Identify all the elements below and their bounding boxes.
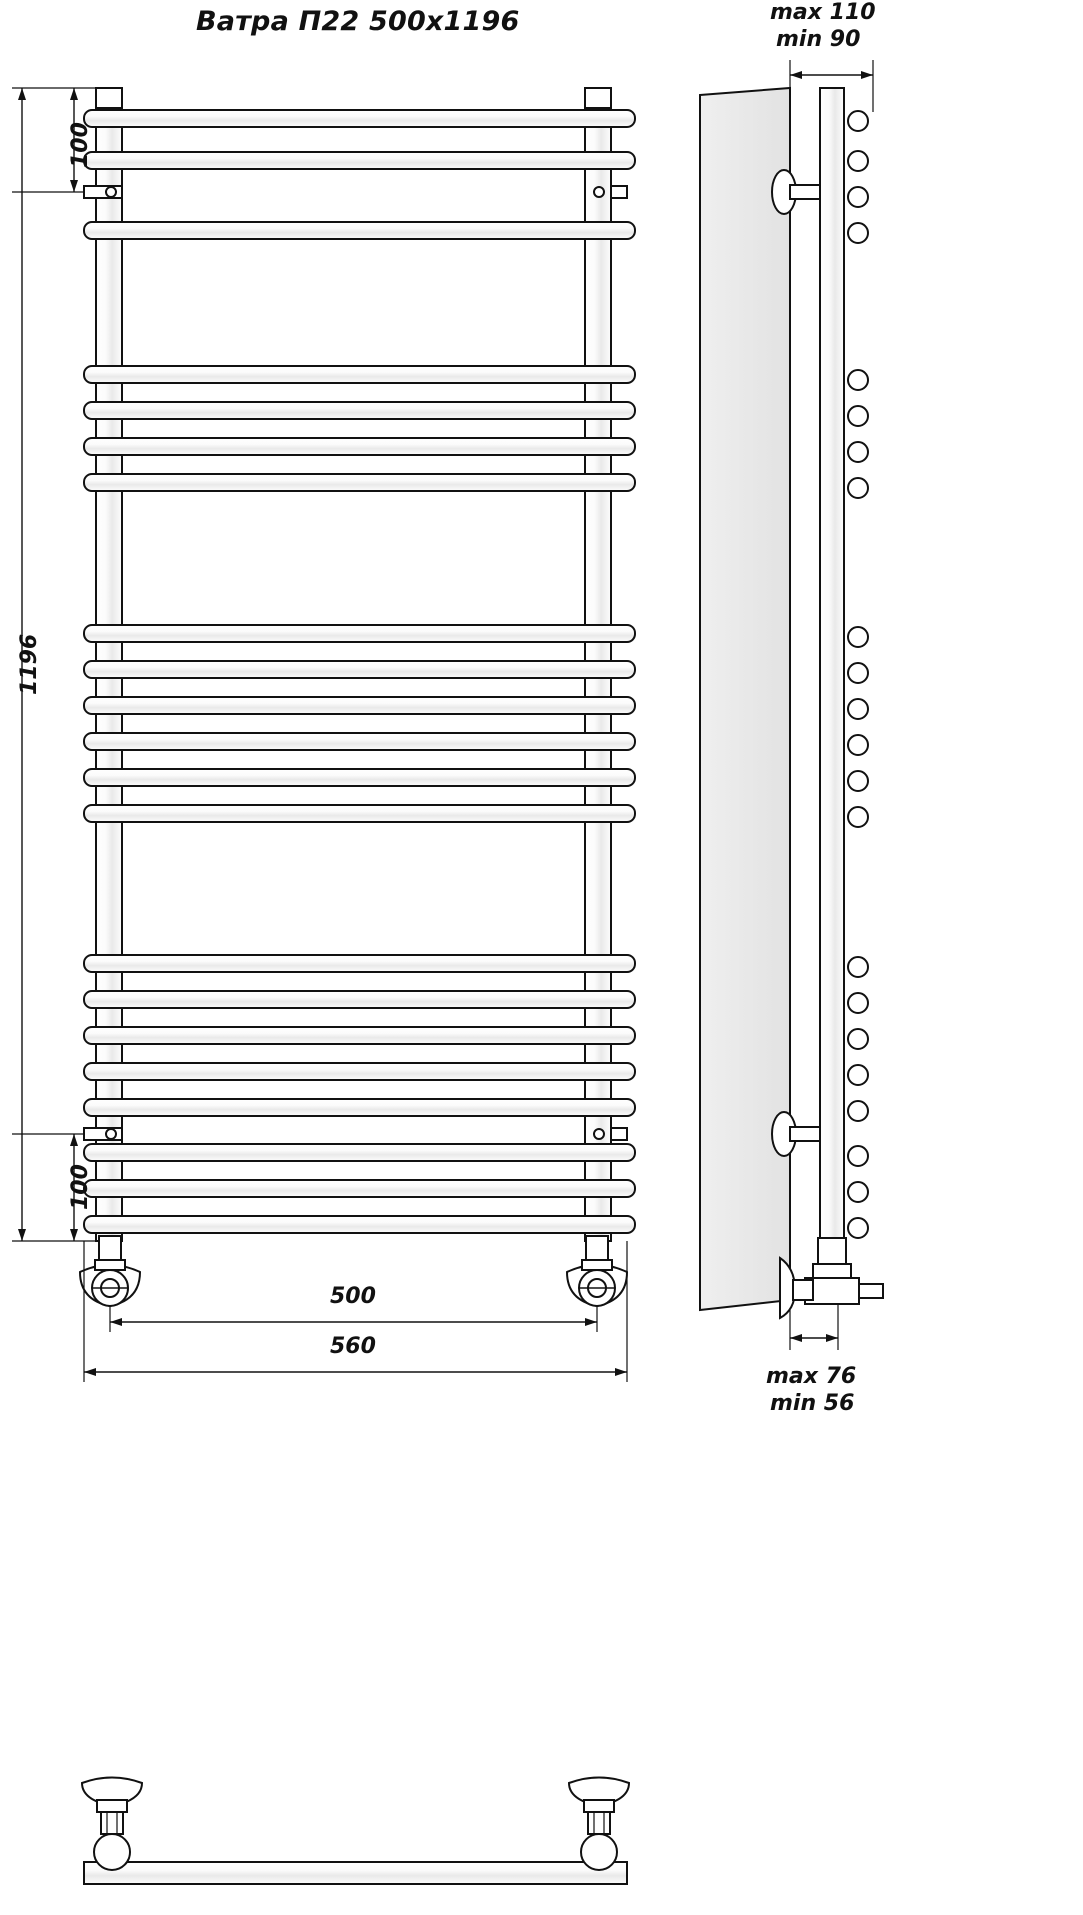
dim-foot-depth xyxy=(790,1304,838,1350)
dim-label-foot-depth-max: max 76 xyxy=(766,1364,857,1389)
front-elevation-view xyxy=(12,88,635,1382)
dim-label-width-inner: 500 xyxy=(330,1284,376,1309)
dim-label-bottom-offset: 100 xyxy=(68,1164,93,1210)
valve-fitting-right xyxy=(567,1236,627,1306)
rail-group-upper-middle xyxy=(84,366,635,491)
bottom-foot-right xyxy=(569,1778,629,1871)
top-connector-ports xyxy=(84,186,627,198)
bottom-foot-left xyxy=(82,1778,142,1871)
dim-label-total-height: 1196 xyxy=(17,633,42,695)
bottom-connector-ports xyxy=(84,1128,627,1140)
rail-group-lower-middle xyxy=(84,625,635,822)
drawing-title: Ватра П22 500х1196 xyxy=(196,6,520,37)
side-valve-assembly xyxy=(780,1238,883,1318)
side-elevation-view xyxy=(700,60,883,1350)
dim-width-outer xyxy=(84,1241,627,1382)
valve-fitting-left xyxy=(80,1236,140,1306)
dim-label-foot-depth-min: min 56 xyxy=(770,1391,855,1416)
dim-label-wall-gap-min: min 90 xyxy=(776,27,861,52)
side-lower-bracket xyxy=(772,1112,820,1156)
rail-group-bottom xyxy=(84,955,635,1233)
dim-label-wall-gap-max: max 110 xyxy=(770,0,876,25)
side-rail-ends xyxy=(848,111,868,1238)
rail-group-top xyxy=(84,110,635,239)
side-manifold-tube xyxy=(820,88,844,1238)
side-upper-bracket xyxy=(772,170,820,214)
bottom-view xyxy=(82,1778,629,1885)
dim-label-top-offset: 100 xyxy=(68,122,93,168)
dim-label-width-outer: 560 xyxy=(330,1334,376,1359)
bottom-base-bar xyxy=(84,1862,627,1884)
